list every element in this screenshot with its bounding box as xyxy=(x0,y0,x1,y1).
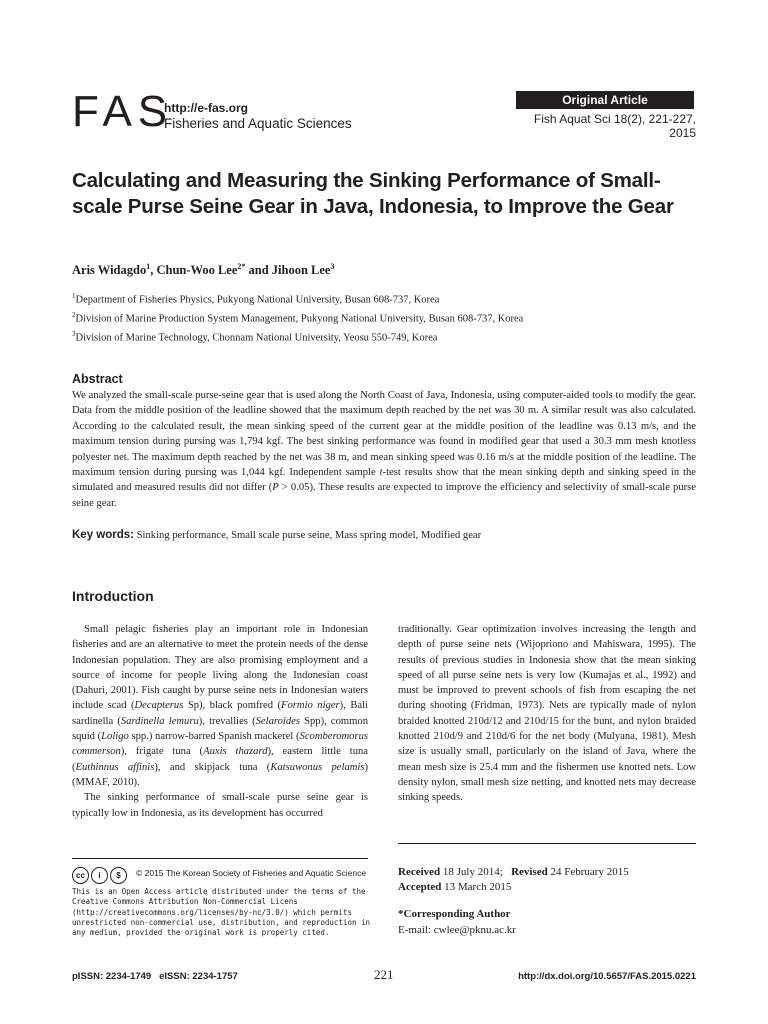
author-separator: , xyxy=(150,263,157,278)
intro-text: ), trevallies ( xyxy=(198,715,256,727)
intro-text: ), eastern little tuna ( xyxy=(72,746,368,773)
affiliation-item xyxy=(72,327,523,346)
by-icon: i xyxy=(91,867,108,884)
article-type-badge: Original Article xyxy=(516,91,694,109)
accepted-line xyxy=(398,880,629,895)
intro-text: ), and skipjack tuna ( xyxy=(154,761,271,773)
keywords-label: Key words: xyxy=(72,529,134,541)
journal-name: Fisheries and Aquatic Sciences xyxy=(164,116,352,131)
license-text: This is an Open Access article distributed under the terms of the Creative Commons Attribution Non-Commercial Licens (http://creativecommons.org/licenses/by-nc/3.0/) which permits unrestricted non-commercial use, distribution, and reproduction in any medium, provided the original work is properly cited. xyxy=(72,887,371,938)
species-name: Loligo xyxy=(101,731,129,743)
intro-text: Sp), black pomfred ( xyxy=(183,700,282,712)
cc-license-icons xyxy=(72,866,129,884)
nc-icon: $ xyxy=(110,867,127,884)
divider xyxy=(72,858,368,859)
intro-text: ) (MMAF, 2010). xyxy=(72,761,368,788)
intro-left-column xyxy=(72,622,368,821)
intro-text: ), frigate tuna ( xyxy=(120,746,204,758)
received-label: Received xyxy=(398,866,441,878)
intro-text: Small pelagic fisheries play an important role in Indonesian fisheries and are an alternative to meet the protein needs of the dense Indonesian population. They are also promising employment and a source of income for people living along the Indonesian coast (Dahuri, 2001). Fish caught by purse seine nets in Indonesian waters include scad ( xyxy=(72,624,368,712)
revised-label: Revised xyxy=(511,866,548,878)
abstract-text: > 0.05). These results are expected to improve the efficiency and selectivity of small-scale purse seine gear. xyxy=(72,482,696,509)
intro-text: spp.) narrow-barred Spanish mackerel ( xyxy=(128,731,300,743)
intro-text: ), Bali sardinella ( xyxy=(72,700,368,727)
affiliation-text: Division of Marine Production System Management, Pukyong National University, Busan 608-737, Korea xyxy=(75,313,524,325)
affiliation-text: Division of Marine Technology, Chonnam National University, Yeosu 550-749, Korea xyxy=(75,332,438,344)
copyright: © 2015 The Korean Society of Fisheries and Aquatic Science xyxy=(136,868,367,878)
abstract-text: We analyzed the small-scale purse-seine gear that is used along the North Coast of Java, Indonesia, using computer-aided tools to modify the gear. Data from the middle position of the leadline showed that the maximum depth reached by the net was 30 m. A similar result was also calculated. According to the calculated result, the mean sinking speed of the current gear at the middle position of the leadline was 0.13 m/s, and the maximum tension during pursing was 1,794 kgf. The best sinking performance was found in modified gear that used a 30.3 mm mesh knotless polyester net. The maximum depth reached by the net was 38 m, and mean sinking speed was 0.16 m/s at the middle position of the leadline. The maximum tension during pursing was 1,044 kgf. Independent sample xyxy=(72,390,696,479)
author-list xyxy=(72,262,334,278)
issn: pISSN: 2234-1749 eISSN: 2234-1757 xyxy=(72,971,238,982)
corresponding-label: *Corresponding Author xyxy=(398,908,511,920)
species-name: Selaroides xyxy=(255,715,300,727)
author-name: Jihoon Lee xyxy=(271,263,331,278)
species-name: Formio niger xyxy=(281,700,340,712)
intro-paragraph xyxy=(72,622,368,790)
author-sup: 3 xyxy=(330,262,335,271)
intro-right-column xyxy=(398,622,696,806)
divider xyxy=(398,843,696,844)
abstract-italic: t xyxy=(379,467,383,479)
abstract-text: -test results show that the mean sinking depth and sinking speed in the simulated and measured results did not differ ( xyxy=(72,467,696,494)
abstract-italic: P xyxy=(272,482,279,494)
intro-text: Spp), common squid ( xyxy=(72,715,369,743)
affiliation-item xyxy=(72,308,523,327)
species-name: Katsuwonus pelamis xyxy=(270,761,365,773)
affiliation-item xyxy=(72,289,523,308)
received-line xyxy=(398,865,629,880)
accepted-label: Accepted xyxy=(398,881,442,893)
doi-link[interactable]: http://dx.doi.org/10.5657/FAS.2015.0221 xyxy=(518,971,696,982)
species-name: Sardinella lemuru xyxy=(120,715,199,727)
intro-paragraph: traditionally. Gear optimization involves increasing the length and depth of purse seine nets (Wijopriono and Mahiswara, 1995). The results of previous studies in Indonesia show that the mean sinking speed of all purse seine nets is very low (Kumajas et al., 1992) and must be improved to prevent schools of fish from escaping the net during shooting (Fridman, 1973). Nets are typically made of nylon braided knotted 210d/12 and 210d/15 for the bunt, and nylon braided knotted 210d/9 and 210d/6 for the net body (Mulyana, 1981). Mesh size is usually small, particularly on the island of Java, where the mean mesh size is 25.4 mm and the fishermen use knotted nets. Low density nylon, small mesh size netting, and knotted nets may decrease sinking speeds. xyxy=(398,624,696,804)
page-number: 221 xyxy=(374,967,394,982)
affiliation-sup: 1 xyxy=(72,292,76,300)
keywords xyxy=(72,529,481,541)
species-name: Decapterus xyxy=(134,700,184,712)
corresponding-email[interactable]: E-mail: cwlee@pknu.ac.kr xyxy=(398,924,516,936)
species-name: Euthinnus affinis xyxy=(75,761,155,773)
citation: Fish Aquat Sci 18(2), 221-227, 2015 xyxy=(533,112,696,140)
affiliations xyxy=(72,289,523,346)
journal-logo xyxy=(72,87,174,136)
abstract-heading: Abstract xyxy=(72,372,123,386)
author-sup: 2* xyxy=(237,262,246,271)
revised-date: 24 February 2015 xyxy=(547,866,629,878)
journal-url[interactable]: http://e-fas.org xyxy=(164,101,248,115)
keywords-text: Sinking performance, Small scale purse seine, Mass spring model, Modified gear xyxy=(134,530,482,541)
corresponding-author xyxy=(398,906,516,938)
affiliation-sup: 3 xyxy=(72,330,76,338)
affiliation-sup: 2 xyxy=(72,311,76,319)
introduction-heading: Introduction xyxy=(72,588,154,604)
author-name: Aris Widagdo xyxy=(72,263,147,278)
cc-icon: cc xyxy=(72,867,89,884)
species-name: Scomberomorus commerson xyxy=(72,731,368,758)
author-name: Chun-Woo Lee xyxy=(156,263,238,278)
affiliation-text: Department of Fisheries Physics, Pukyong National University, Busan 608-737, Korea xyxy=(75,294,440,306)
received-date: 18 July 2014; xyxy=(440,866,503,878)
author-separator: and xyxy=(245,263,272,278)
species-name: Auxis thazard xyxy=(203,746,268,758)
accepted-date: 13 March 2015 xyxy=(441,881,512,893)
article-title: Calculating and Measuring the Sinking Performance of Small-scale Purse Seine Gear in Java, Indonesia, to Improve the Gear xyxy=(72,169,674,218)
author-sup: 1 xyxy=(146,262,151,271)
abstract-body xyxy=(72,388,696,511)
article-dates xyxy=(398,865,629,895)
intro-paragraph: The sinking performance of small-scale purse seine gear is typically low in Indonesia, as its development has occurred xyxy=(72,792,368,819)
logo-text: FAS xyxy=(72,87,174,136)
